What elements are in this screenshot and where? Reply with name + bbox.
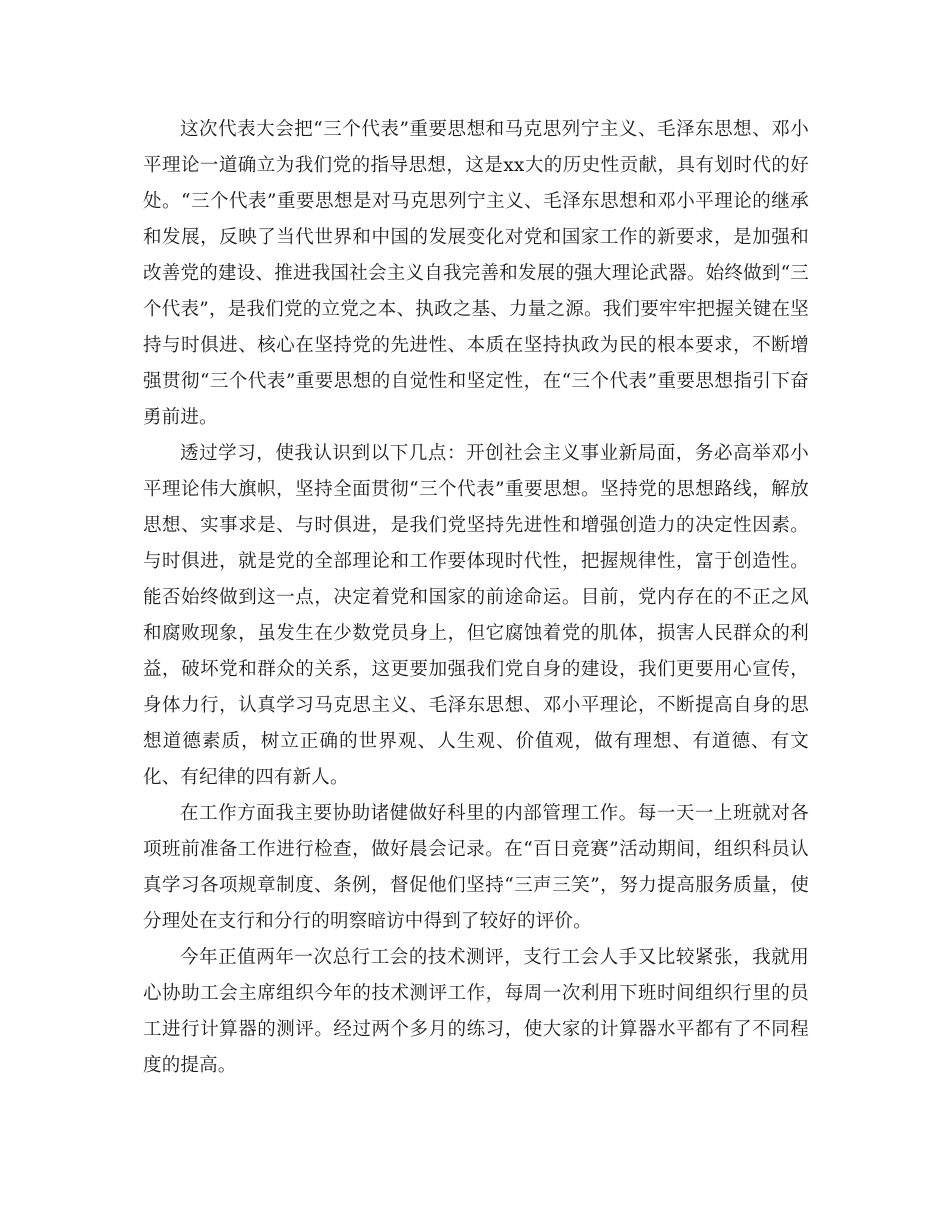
paragraph-2: 透过学习，使我认识到以下几点：开创社会主义事业新局面，务必高举邓小平理论伟大旗帜，坚持全面贯彻“三个代表”重要思想。坚持党的思想路线，解放思想、实事求是、与时俱进，是我们党坚持先进性和增强创造力的决定性因素。与时俱进，就是党的全部理论和工作要体现时代性，把握规律性，富于创造性。能否始终做到这一点，决定着党和国家的前途命运。目前，党内存在的不正之风和腐败现象，虽发生在少数党员身上，但它腐蚀着党的肌体，损害人民群众的利益，破坏党和群众的关系，这更要加强我们党自身的建设，我们更要用心宣传，身体力行，认真学习马克思主义、毛泽东思想、邓小平理论，不断提高自身的思想道德素质，树立正确的世界观、人生观、价值观，做有理想、有道德、有文化、有纪律的四有新人。	[143, 443, 809, 788]
paragraph-4: 今年正值两年一次总行工会的技术测评，支行工会人手又比较紧张，我就用心协助工会主席组织今年的技术测评工作，每周一次利用下班时间组织行里的员工进行计算器的测评。经过两个多月的练习，使大家的计算器水平都有了不同程度的提高。	[143, 947, 809, 1076]
document-body	[143, 112, 809, 1084]
paragraph-3: 在工作方面我主要协助诸健做好科里的内部管理工作。每一天一上班就对各项班前准备工作进行检查，做好晨会记录。在“百日竞赛”活动期间，组织科员认真学习各项规章制度、条例，督促他们坚持“三声三笑”，努力提高服务质量，使分理处在支行和分行的明察暗访中得到了较好的评价。	[143, 803, 809, 932]
paragraph-1: 这次代表大会把“三个代表”重要思想和马克思列宁主义、毛泽东思想、邓小平理论一道确立为我们党的指导思想，这是xx大的历史性贡献，具有划时代的好处。“三个代表”重要思想是对马克思列宁主义、毛泽东思想和邓小平理论的继承和发展，反映了当代世界和中国的发展变化对党和国家工作的新要求，是加强和改善党的建设、推进我国社会主义自我完善和发展的强大理论武器。始终做到“三个代表”，是我们党的立党之本、执政之基、力量之源。我们要牢牢把握关键在坚持与时俱进、核心在坚持党的先进性、本质在坚持执政为民的根本要求，不断增强贯彻“三个代表”重要思想的自觉性和坚定性，在“三个代表”重要思想指引下奋勇前进。	[143, 119, 809, 428]
